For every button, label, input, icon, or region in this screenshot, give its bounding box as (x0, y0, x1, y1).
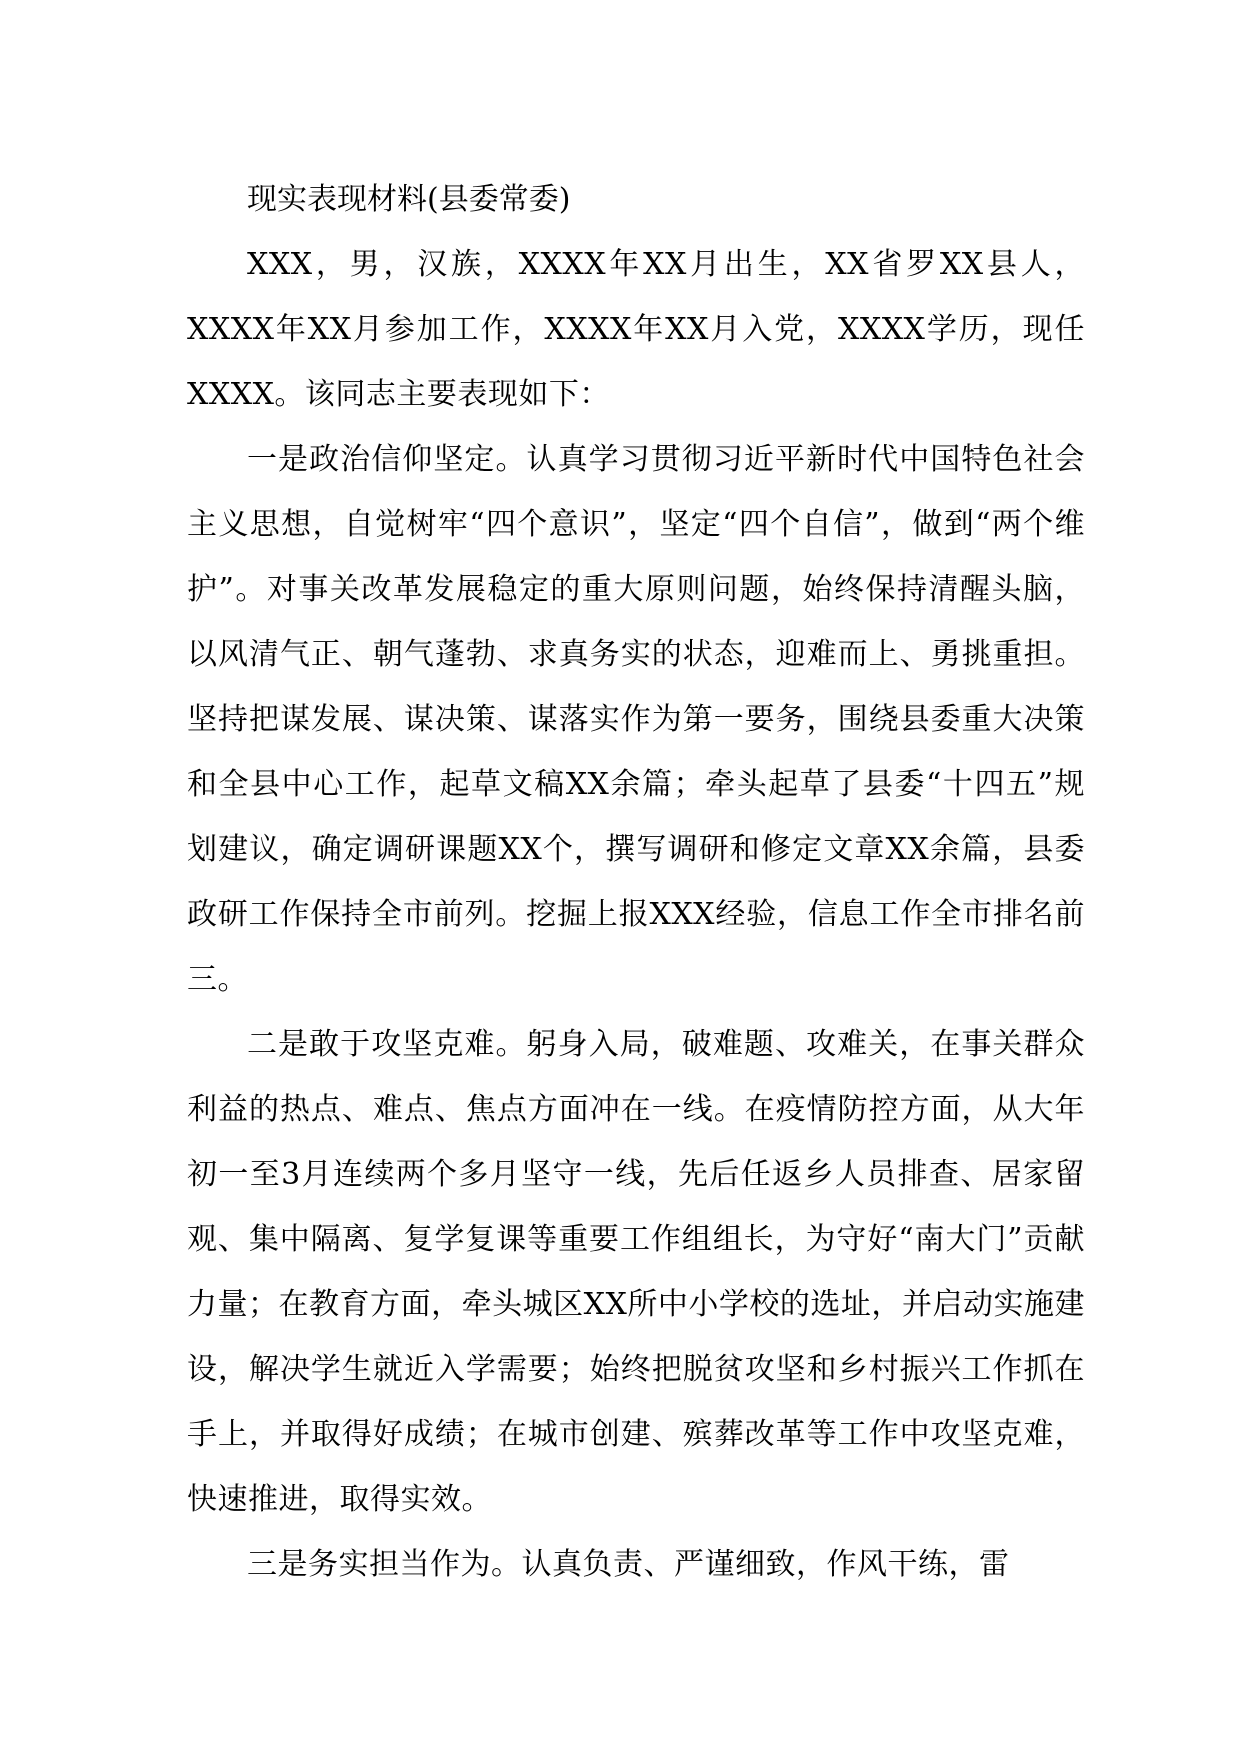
paragraph-pragmatic-responsibility: 三是务实担当作为。认真负责、严谨细致，作风干练，雷 (247, 1547, 1010, 1582)
document-title: 现实表现材料(县委常委) (247, 182, 571, 217)
document-body (187, 172, 1085, 1597)
paragraph-tackling-difficulties: 二是敢于攻坚克难。躬身入局，破难题、攻难关，在事关群众利益的热点、难点、焦点方面冲在一线。在疫情防控方面，从大年初一至3月连续两个多月坚守一线，先后任返乡人员排查、居家留观、集中隔离、复学复课等重要工作组组长，为守好“南大门”贡献力量；在教育方面，牵头城区XX所中小学校的选址，并启动实施建设，解决学生就近入学需要；始终把脱贫攻坚和乡村振兴工作抓在手上，并取得好成绩；在城市创建、殡葬改革等工作中攻坚克难，快速推进，取得实效。 (187, 1027, 1085, 1517)
paragraph-basic-info: XXX，男，汉族，XXXX年XX月出生，XX省罗XX县人，XXXX年XX月参加工作，XXXX年XX月入党，XXXX学历，现任XXXX。该同志主要表现如下： (187, 247, 1085, 412)
paragraph-political-belief: 一是政治信仰坚定。认真学习贯彻习近平新时代中国特色社会主义思想，自觉树牢“四个意识”，坚定“四个自信”，做到“两个维护”。对事关改革发展稳定的重大原则问题，始终保持清醒头脑，以风清气正、朝气蓬勃、求真务实的状态，迎难而上、勇挑重担。坚持把谋发展、谋决策、谋落实作为第一要务，围绕县委重大决策和全县中心工作，起草文稿XX余篇；牵头起草了县委“十四五”规划建议，确定调研课题XX个，撰写调研和修定文章XX余篇，县委政研工作保持全市前列。挖掘上报XXX经验，信息工作全市排名前三。 (187, 442, 1085, 997)
